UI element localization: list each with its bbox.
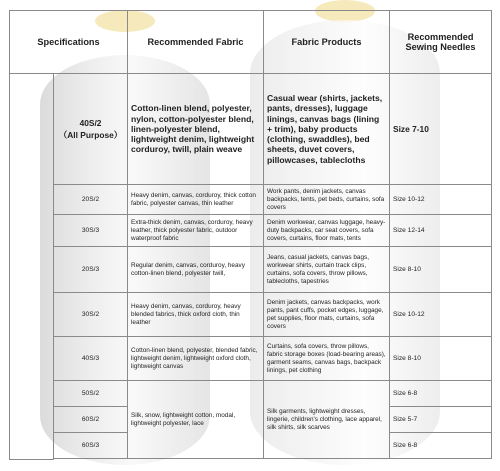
- side-label-cell: [10, 74, 54, 460]
- spec-cell: 60S/3: [54, 433, 128, 459]
- spec-cell: 20S/3: [54, 247, 128, 293]
- products-cell: Casual wear (shirts, jackets, pants, dresses), luggage linings, canvas bags (lining + trim), baby products (clothing, swaddles), bed sheets, duvet covers, pillowcases, tablecloths: [264, 74, 390, 185]
- products-cell: Work pants, denim jackets, canvas backpacks, tents, pet beds, curtains, sofa covers: [264, 185, 390, 215]
- thread-spec-table: [9, 10, 492, 460]
- products-cell: Denim workwear, canvas luggage, heavy-duty backpacks, car seat covers, sofa covers, curtains, floor mats, tents: [264, 215, 390, 247]
- table-row: [10, 293, 492, 337]
- spec-note: （All Purpose）: [58, 130, 123, 140]
- spec-cell: 50S/2: [54, 381, 128, 407]
- needle-cell: Size 10-12: [390, 185, 492, 215]
- header-fabric-products: Fabric Products: [264, 11, 390, 74]
- header-specifications: Specifications: [10, 11, 128, 74]
- header-recommended-fabric: Recommended Fabric: [128, 11, 264, 74]
- spec-cell: 30S/3: [54, 215, 128, 247]
- products-cell: Denim jackets, canvas backpacks, work pants, pant cuffs, pocket edges, luggage, pet supplies, floor mats, curtains, sofa covers: [264, 293, 390, 337]
- table-row: [10, 74, 492, 185]
- spec-cell: [54, 74, 128, 185]
- products-cell: Curtains, sofa covers, throw pillows, fabric storage boxes (load-bearing areas), garment seams, canvas bags, backpack linings, pet clothing: [264, 337, 390, 381]
- fabric-cell: Extra-thick denim, canvas, corduroy, heavy leather, thick polyester fabric, outdoor waterproof fabric: [128, 215, 264, 247]
- table-row: [10, 337, 492, 381]
- fabric-cell: Heavy denim, canvas, corduroy, thick cotton fabric, polyester canvas, thin leather: [128, 185, 264, 215]
- table-row: [10, 215, 492, 247]
- products-cell: Silk garments, lightweight dresses, lingerie, children's clothing, lace apparel, silk shirts, silk scarves: [264, 381, 390, 459]
- fabric-cell: Heavy denim, canvas, corduroy, heavy blended fabrics, thick oxford cloth, thin leather: [128, 293, 264, 337]
- spacer-cell: [54, 459, 492, 460]
- table-row: [10, 381, 492, 407]
- needle-cell: Size 5-7: [390, 407, 492, 433]
- spec-cell: 40S/3: [54, 337, 128, 381]
- table-row: [10, 247, 492, 293]
- needle-cell: Size 8-10: [390, 337, 492, 381]
- needle-cell: Size 10-12: [390, 293, 492, 337]
- needle-cell: Size 7-10: [390, 74, 492, 185]
- fabric-cell: Silk, snow, lightweight cotton, modal, lightweight polyester, lace: [128, 381, 264, 459]
- needle-cell: Size 6-8: [390, 433, 492, 459]
- table-row: [10, 185, 492, 215]
- needle-cell: Size 8-10: [390, 247, 492, 293]
- spec-cell: 30S/2: [54, 293, 128, 337]
- fabric-cell: Cotton-linen blend, polyester, blended fabric, lightweight denim, lightweight oxford cloth, lightweight canvas: [128, 337, 264, 381]
- spec-value: 40S/2: [79, 117, 102, 128]
- needle-cell: Size 6-8: [390, 381, 492, 407]
- products-cell: Jeans, casual jackets, canvas bags, workwear shirts, curtain track clips, curtains, sofa covers, throw pillows, tablecloths, tapestries: [264, 247, 390, 293]
- table-spacer-row: [10, 459, 492, 460]
- fabric-cell: Cotton-linen blend, polyester, nylon, cotton-polyester blend, linen-polyester blend, lightweight denim, lightweight corduroy, twill, plain weave: [128, 74, 264, 185]
- header-row: [10, 11, 492, 74]
- needle-cell: Size 12-14: [390, 215, 492, 247]
- spec-cell: 20S/2: [54, 185, 128, 215]
- spec-cell: 60S/2: [54, 407, 128, 433]
- header-recommended-needles: Recommended Sewing Needles: [390, 11, 492, 74]
- fabric-cell: Regular denim, canvas, corduroy, heavy cotton-linen blend, polyester twill,: [128, 247, 264, 293]
